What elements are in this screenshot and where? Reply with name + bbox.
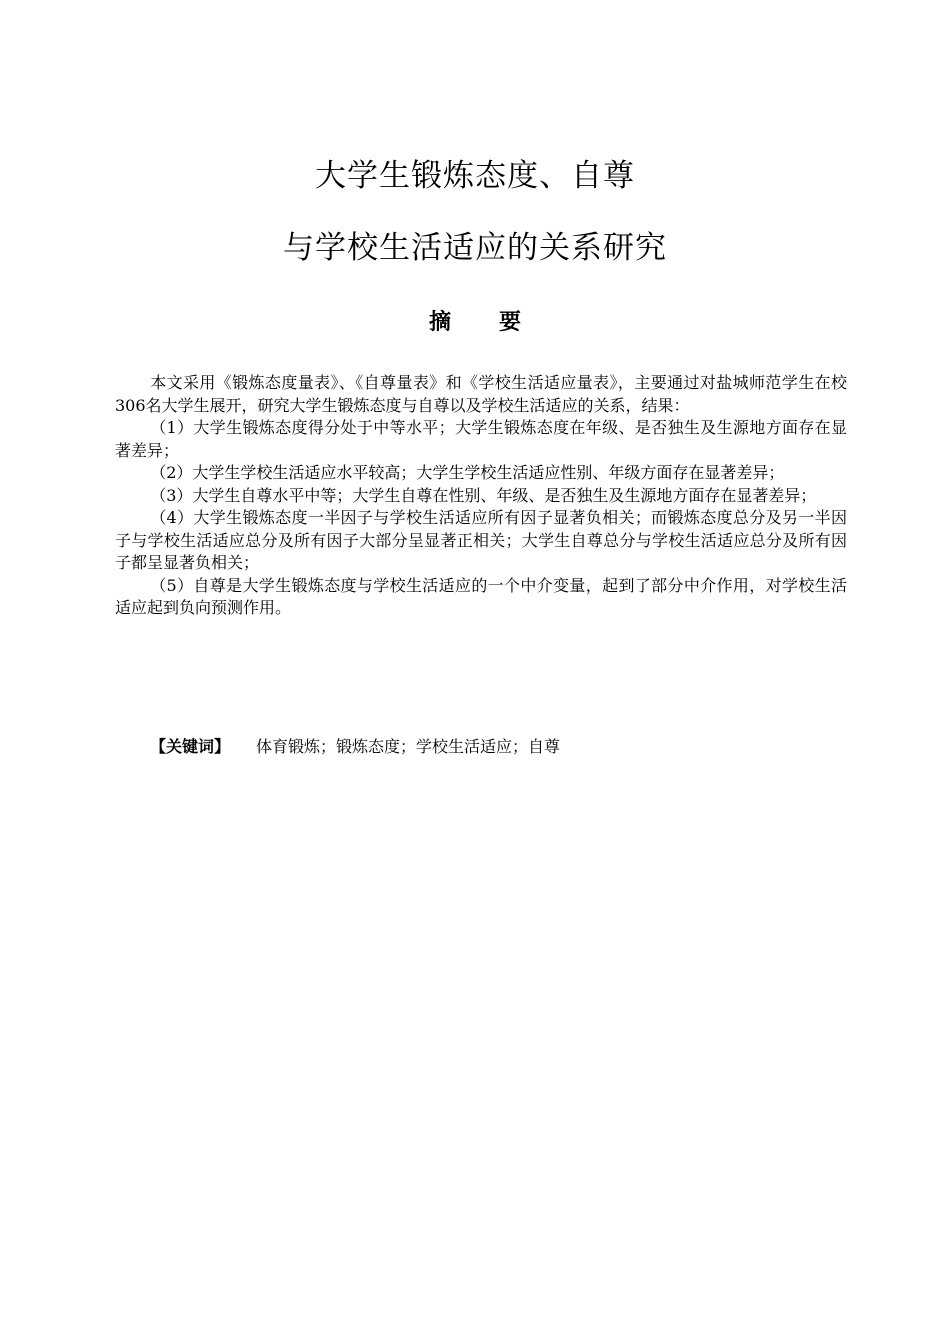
paper-title-line-2: 与学校生活适应的关系研究 xyxy=(283,230,667,266)
paper-title-line-1: 大学生锻炼态度、自尊 xyxy=(315,158,635,194)
keywords-text: 体育锻炼；锻炼态度；学校生活适应；自尊 xyxy=(256,737,561,756)
abstract-paragraph-intro: 本文采用《锻炼态度量表》、《自尊量表》和《学校生活适应量表》，主要通过对盐城师范学生在校306名大学生展开，研究大学生锻炼态度与自尊以及学校生活适应的关系，结果： xyxy=(115,373,847,415)
abstract-paragraph-result-1: （1）大学生锻炼态度得分处于中等水平；大学生锻炼态度在年级、是否独生及生源地方面存在显著差异； xyxy=(115,418,847,460)
abstract-paragraph-result-3: （3）大学生自尊水平中等；大学生自尊在性别、年级、是否独生及生源地方面存在显著差异； xyxy=(150,485,817,505)
keywords-line xyxy=(150,736,850,758)
abstract-body xyxy=(115,372,847,620)
abstract-heading-char-2: 要 xyxy=(499,310,522,335)
abstract-heading xyxy=(0,308,950,338)
abstract-paragraph-result-4: （4）大学生锻炼态度一半因子与学校生活适应所有因子显著负相关；而锻炼态度总分及另一半因子与学校生活适应总分及所有因子大部分呈显著正相关；大学生自尊总分与学校生活适应总分及所有因子都呈显著负相关； xyxy=(115,508,847,572)
abstract-paragraph-result-2: （2）大学生学校生活适应水平较高；大学生学校生活适应性别、年级方面存在显著差异； xyxy=(150,463,785,482)
keywords-label: 【关键词】 xyxy=(150,737,231,756)
abstract-heading-char-1: 摘 xyxy=(428,310,451,335)
abstract-paragraph-result-5: （5）自尊是大学生锻炼态度与学校生活适应的一个中介变量，起到了部分中介作用，对学校生活适应起到负向预测作用。 xyxy=(115,575,847,617)
